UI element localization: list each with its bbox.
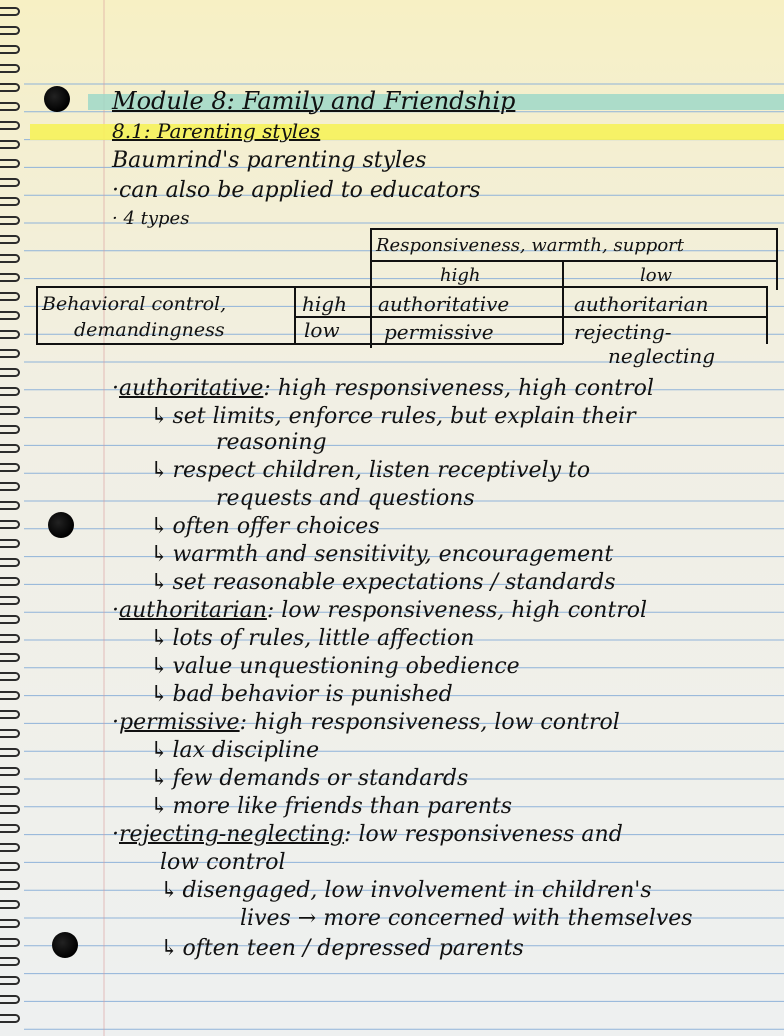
spiral-coil	[0, 500, 22, 508]
spiral-coil	[0, 386, 22, 394]
bullet-point: ↳ value unquestioning obedience	[150, 654, 520, 679]
arrow-icon: ↳	[150, 542, 169, 567]
spiral-coil	[0, 785, 22, 793]
bullet-point: ↳ lax discipline	[150, 738, 320, 763]
bullet-point: ↳ often offer choices	[150, 514, 380, 539]
bullet-point: ↳ bad behavior is punished	[150, 682, 453, 707]
arrow-icon: ↳	[160, 936, 179, 961]
spiral-coil	[0, 918, 22, 926]
spiral-coil	[0, 177, 22, 185]
spiral-coil	[0, 63, 22, 71]
spiral-coil	[0, 44, 22, 52]
section-heading: ·authoritative: high responsiveness, high control	[112, 376, 654, 401]
spiral-coil	[0, 747, 22, 755]
table-border	[562, 260, 564, 344]
bullet-point: ↳ set reasonable expectations / standards	[150, 570, 616, 595]
section-heading: ·permissive: high responsiveness, low control	[112, 710, 620, 735]
spiral-coil	[0, 709, 22, 717]
term: permissive	[119, 710, 240, 735]
spiral-coil	[0, 253, 22, 261]
spiral-coil	[0, 291, 22, 299]
spiral-coil	[0, 120, 22, 128]
bullet-point: ↳ lots of rules, little affection	[150, 626, 475, 651]
spiral-coil	[0, 82, 22, 90]
spiral-coil	[0, 1013, 22, 1021]
arrow-icon: ↳	[150, 738, 169, 763]
spiral-coil	[0, 234, 22, 242]
spiral-coil	[0, 595, 22, 603]
spiral-coil	[0, 557, 22, 565]
spiral-coil	[0, 861, 22, 869]
spiral-coil	[0, 272, 22, 280]
spiral-coil	[0, 462, 22, 470]
table-cell: rejecting-	[574, 320, 672, 344]
table-row-header: demandingness	[74, 319, 225, 341]
section-heading: ·rejecting-neglecting: low responsiveness and	[112, 822, 623, 847]
spiral-coil	[0, 728, 22, 736]
term: authoritative	[119, 376, 264, 401]
spiral-coil	[0, 994, 22, 1002]
table-cell: permissive	[384, 320, 494, 344]
spiral-coil	[0, 690, 22, 698]
spiral-coil	[0, 956, 22, 964]
definition: : low responsiveness, high control	[266, 598, 648, 623]
spiral-coil	[0, 538, 22, 546]
table-border	[766, 286, 768, 344]
spiral-coil	[0, 652, 22, 660]
arrow-icon: ↳	[150, 654, 169, 679]
intro-line: Baumrind's parenting styles	[112, 148, 427, 173]
spiral-coil	[0, 576, 22, 584]
bullet-point: ↳ respect children, listen receptively to	[150, 458, 591, 483]
spiral-coil	[0, 443, 22, 451]
table-row-header: Behavioral control,	[42, 293, 227, 315]
arrow-icon: ↳	[160, 878, 179, 903]
table-border	[296, 316, 766, 318]
spiral-coil	[0, 424, 22, 432]
arrow-icon: ↳	[150, 458, 169, 483]
table-border	[36, 286, 38, 344]
table-row-high: high	[302, 292, 347, 316]
spiral-coil	[0, 405, 22, 413]
bullet-point: ↳ disengaged, low involvement in children's	[160, 878, 652, 903]
spiral-coil	[0, 519, 22, 527]
spiral-coil	[0, 899, 22, 907]
spiral-coil	[0, 481, 22, 489]
spiral-coil	[0, 329, 22, 337]
arrow-icon: ↳	[150, 766, 169, 791]
page-title: Module 8: Family and Friendship	[112, 87, 516, 115]
spiral-coil	[0, 937, 22, 945]
spiral-coil	[0, 880, 22, 888]
table-border	[294, 286, 296, 344]
table-border	[370, 260, 778, 262]
intro-line: ·can also be applied to educators	[112, 178, 481, 203]
table-col-high: high	[440, 265, 481, 286]
spiral-coil	[0, 215, 22, 223]
table-col-low: low	[640, 265, 673, 286]
definition: : high responsiveness, high control	[263, 376, 654, 401]
bullet-point: ↳ warmth and sensitivity, encouragement	[150, 542, 614, 567]
section-heading-cont: low control	[160, 850, 286, 875]
spiral-coil	[0, 671, 22, 679]
binder-hole-middle	[48, 512, 74, 538]
section-heading: ·authoritarian: low responsiveness, high control	[112, 598, 648, 623]
table-cell: authoritarian	[574, 292, 709, 316]
spiral-coil	[0, 158, 22, 166]
bullet-point: ↳ set limits, enforce rules, but explain their	[150, 404, 636, 429]
page-subtitle: 8.1: Parenting styles	[112, 119, 321, 143]
binder-hole-bottom	[52, 932, 78, 958]
bullet-point-cont: reasoning	[216, 430, 327, 455]
spiral-coil	[0, 367, 22, 375]
bullet-point: ↳ few demands or standards	[150, 766, 469, 791]
bullet-point: ↳ often teen / depressed parents	[160, 936, 524, 961]
table-border	[370, 228, 372, 348]
spiral-coil	[0, 6, 22, 14]
spiral-coil	[0, 766, 22, 774]
spiral-coil	[0, 823, 22, 831]
spiral-coil	[0, 804, 22, 812]
definition: : high responsiveness, low control	[239, 710, 620, 735]
intro-line: · 4 types	[112, 208, 190, 229]
spiral-coil	[0, 975, 22, 983]
binder-hole-top	[44, 86, 70, 112]
spiral-coil	[0, 139, 22, 147]
spiral-coil	[0, 310, 22, 318]
spiral-coil	[0, 842, 22, 850]
arrow-icon: ↳	[150, 794, 169, 819]
spiral-coil	[0, 633, 22, 641]
term: rejecting-neglecting	[119, 822, 345, 847]
spiral-coil	[0, 101, 22, 109]
arrow-icon: ↳	[150, 682, 169, 707]
term: authoritarian	[119, 598, 267, 623]
table-row-low: low	[304, 318, 340, 342]
table-border	[776, 228, 778, 290]
arrow-icon: ↳	[150, 404, 169, 429]
spiral-coil	[0, 348, 22, 356]
definition: : low responsiveness and	[344, 822, 623, 847]
table-col-header: Responsiveness, warmth, support	[376, 235, 685, 256]
spiral-coil	[0, 614, 22, 622]
table-cell: neglecting	[608, 344, 716, 368]
spiral-coil	[0, 25, 22, 33]
table-border	[370, 228, 778, 230]
bullet-point-cont: lives → more concerned with themselves	[240, 906, 693, 931]
bullet-point: ↳ more like friends than parents	[150, 794, 513, 819]
arrow-icon: ↳	[150, 570, 169, 595]
bullet-point-cont: requests and questions	[216, 486, 475, 511]
spiral-coil	[0, 196, 22, 204]
table-cell: authoritative	[378, 292, 510, 316]
arrow-icon: ↳	[150, 626, 169, 651]
arrow-icon: ↳	[150, 514, 169, 539]
